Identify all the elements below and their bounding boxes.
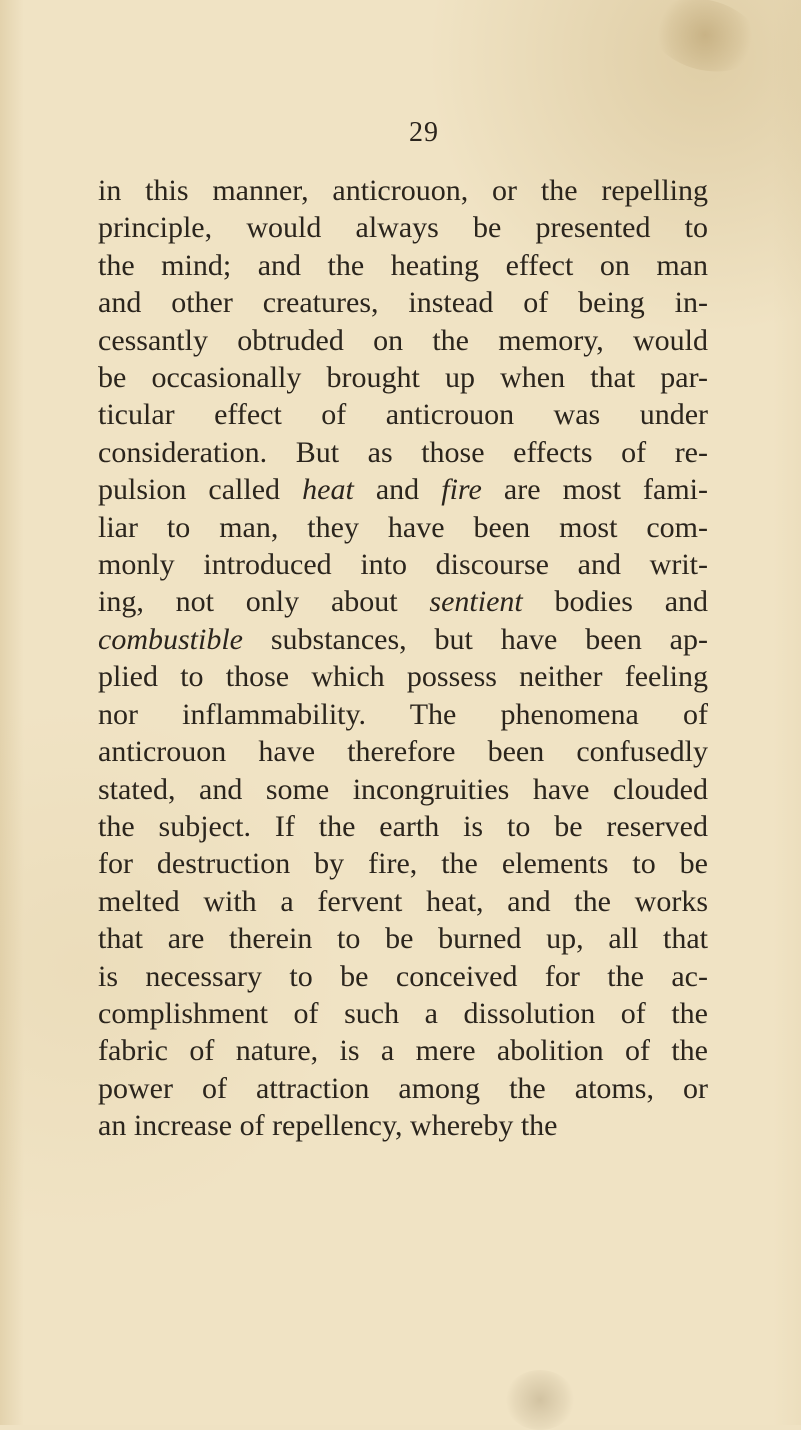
text-line <box>98 995 708 1032</box>
text-segment: substances, but have been ap- <box>242 622 708 656</box>
text-segment: pulsion called <box>98 473 303 507</box>
text-line <box>98 434 708 471</box>
text-line <box>98 471 708 508</box>
text-segment: that are therein to be burned up, all that <box>98 922 708 956</box>
text-line <box>98 958 708 995</box>
text-segment: bodies and <box>522 585 709 619</box>
text-line <box>98 509 708 546</box>
text-line <box>98 1070 708 1107</box>
page-stain-top <box>643 0 767 82</box>
text-line <box>98 920 708 957</box>
text-segment: stated, and some incongruities have clouded <box>98 772 708 806</box>
text-line <box>98 621 708 658</box>
text-segment: an increase of repellency, whereby the <box>98 1109 558 1143</box>
body-text <box>98 172 708 1145</box>
text-segment: consideration. But as those effects of re- <box>98 435 708 469</box>
text-line <box>98 771 708 808</box>
text-segment: principle, would always be presented to <box>98 211 708 245</box>
text-segment: cessantly obtruded on the memory, would <box>98 323 708 357</box>
text-segment: be occasionally brought up when that par- <box>98 361 708 395</box>
text-line <box>98 396 708 433</box>
text-segment: and <box>353 473 442 507</box>
text-line <box>98 284 708 321</box>
text-line <box>98 1032 708 1069</box>
text-segment: monly introduced into discourse and writ- <box>98 548 708 582</box>
text-segment: power of attraction among the atoms, or <box>98 1071 708 1105</box>
text-line <box>98 696 708 733</box>
text-segment: plied to those which possess neither feeling <box>98 660 708 694</box>
text-segment: the subject. If the earth is to be reserved <box>98 809 708 843</box>
text-segment: in this manner, anticrouon, or the repelling <box>98 174 708 207</box>
text-line <box>98 172 708 209</box>
text-line <box>98 322 708 359</box>
text-segment: fabric of nature, is a mere abolition of the <box>98 1034 708 1068</box>
text-segment: and other creatures, instead of being in- <box>98 286 708 320</box>
italic-text-segment: fire <box>441 473 482 507</box>
text-segment: complishment of such a dissolution of the <box>98 996 708 1030</box>
text-segment: are most fami- <box>481 473 708 507</box>
text-line <box>98 808 708 845</box>
text-segment: anticrouon have therefore been confusedly <box>98 735 708 769</box>
page-number: 29 <box>409 117 439 148</box>
text-line <box>98 845 708 882</box>
text-segment: ing, not only about <box>98 585 430 619</box>
text-line <box>98 733 708 770</box>
text-segment: liar to man, they have been most com- <box>98 510 708 544</box>
italic-text-segment: combustible <box>98 622 243 656</box>
text-line <box>98 583 708 620</box>
text-segment: is necessary to be conceived for the ac- <box>98 959 708 993</box>
text-segment: for destruction by fire, the elements to be <box>98 847 708 881</box>
text-segment: melted with a fervent heat, and the works <box>98 884 708 918</box>
text-line <box>98 359 708 396</box>
text-segment: the mind; and the heating effect on man <box>98 248 708 282</box>
text-segment: ticular effect of anticrouon was under <box>98 398 708 432</box>
text-line <box>98 209 708 246</box>
text-line <box>98 1107 698 1144</box>
text-line <box>98 658 708 695</box>
italic-text-segment: sentient <box>429 585 523 619</box>
italic-text-segment: heat <box>302 473 354 507</box>
text-line <box>98 883 708 920</box>
text-line <box>98 546 708 583</box>
page-stain-bottom <box>505 1370 575 1430</box>
text-segment: nor inflammability. The phenomena of <box>98 697 708 731</box>
text-line <box>98 247 708 284</box>
